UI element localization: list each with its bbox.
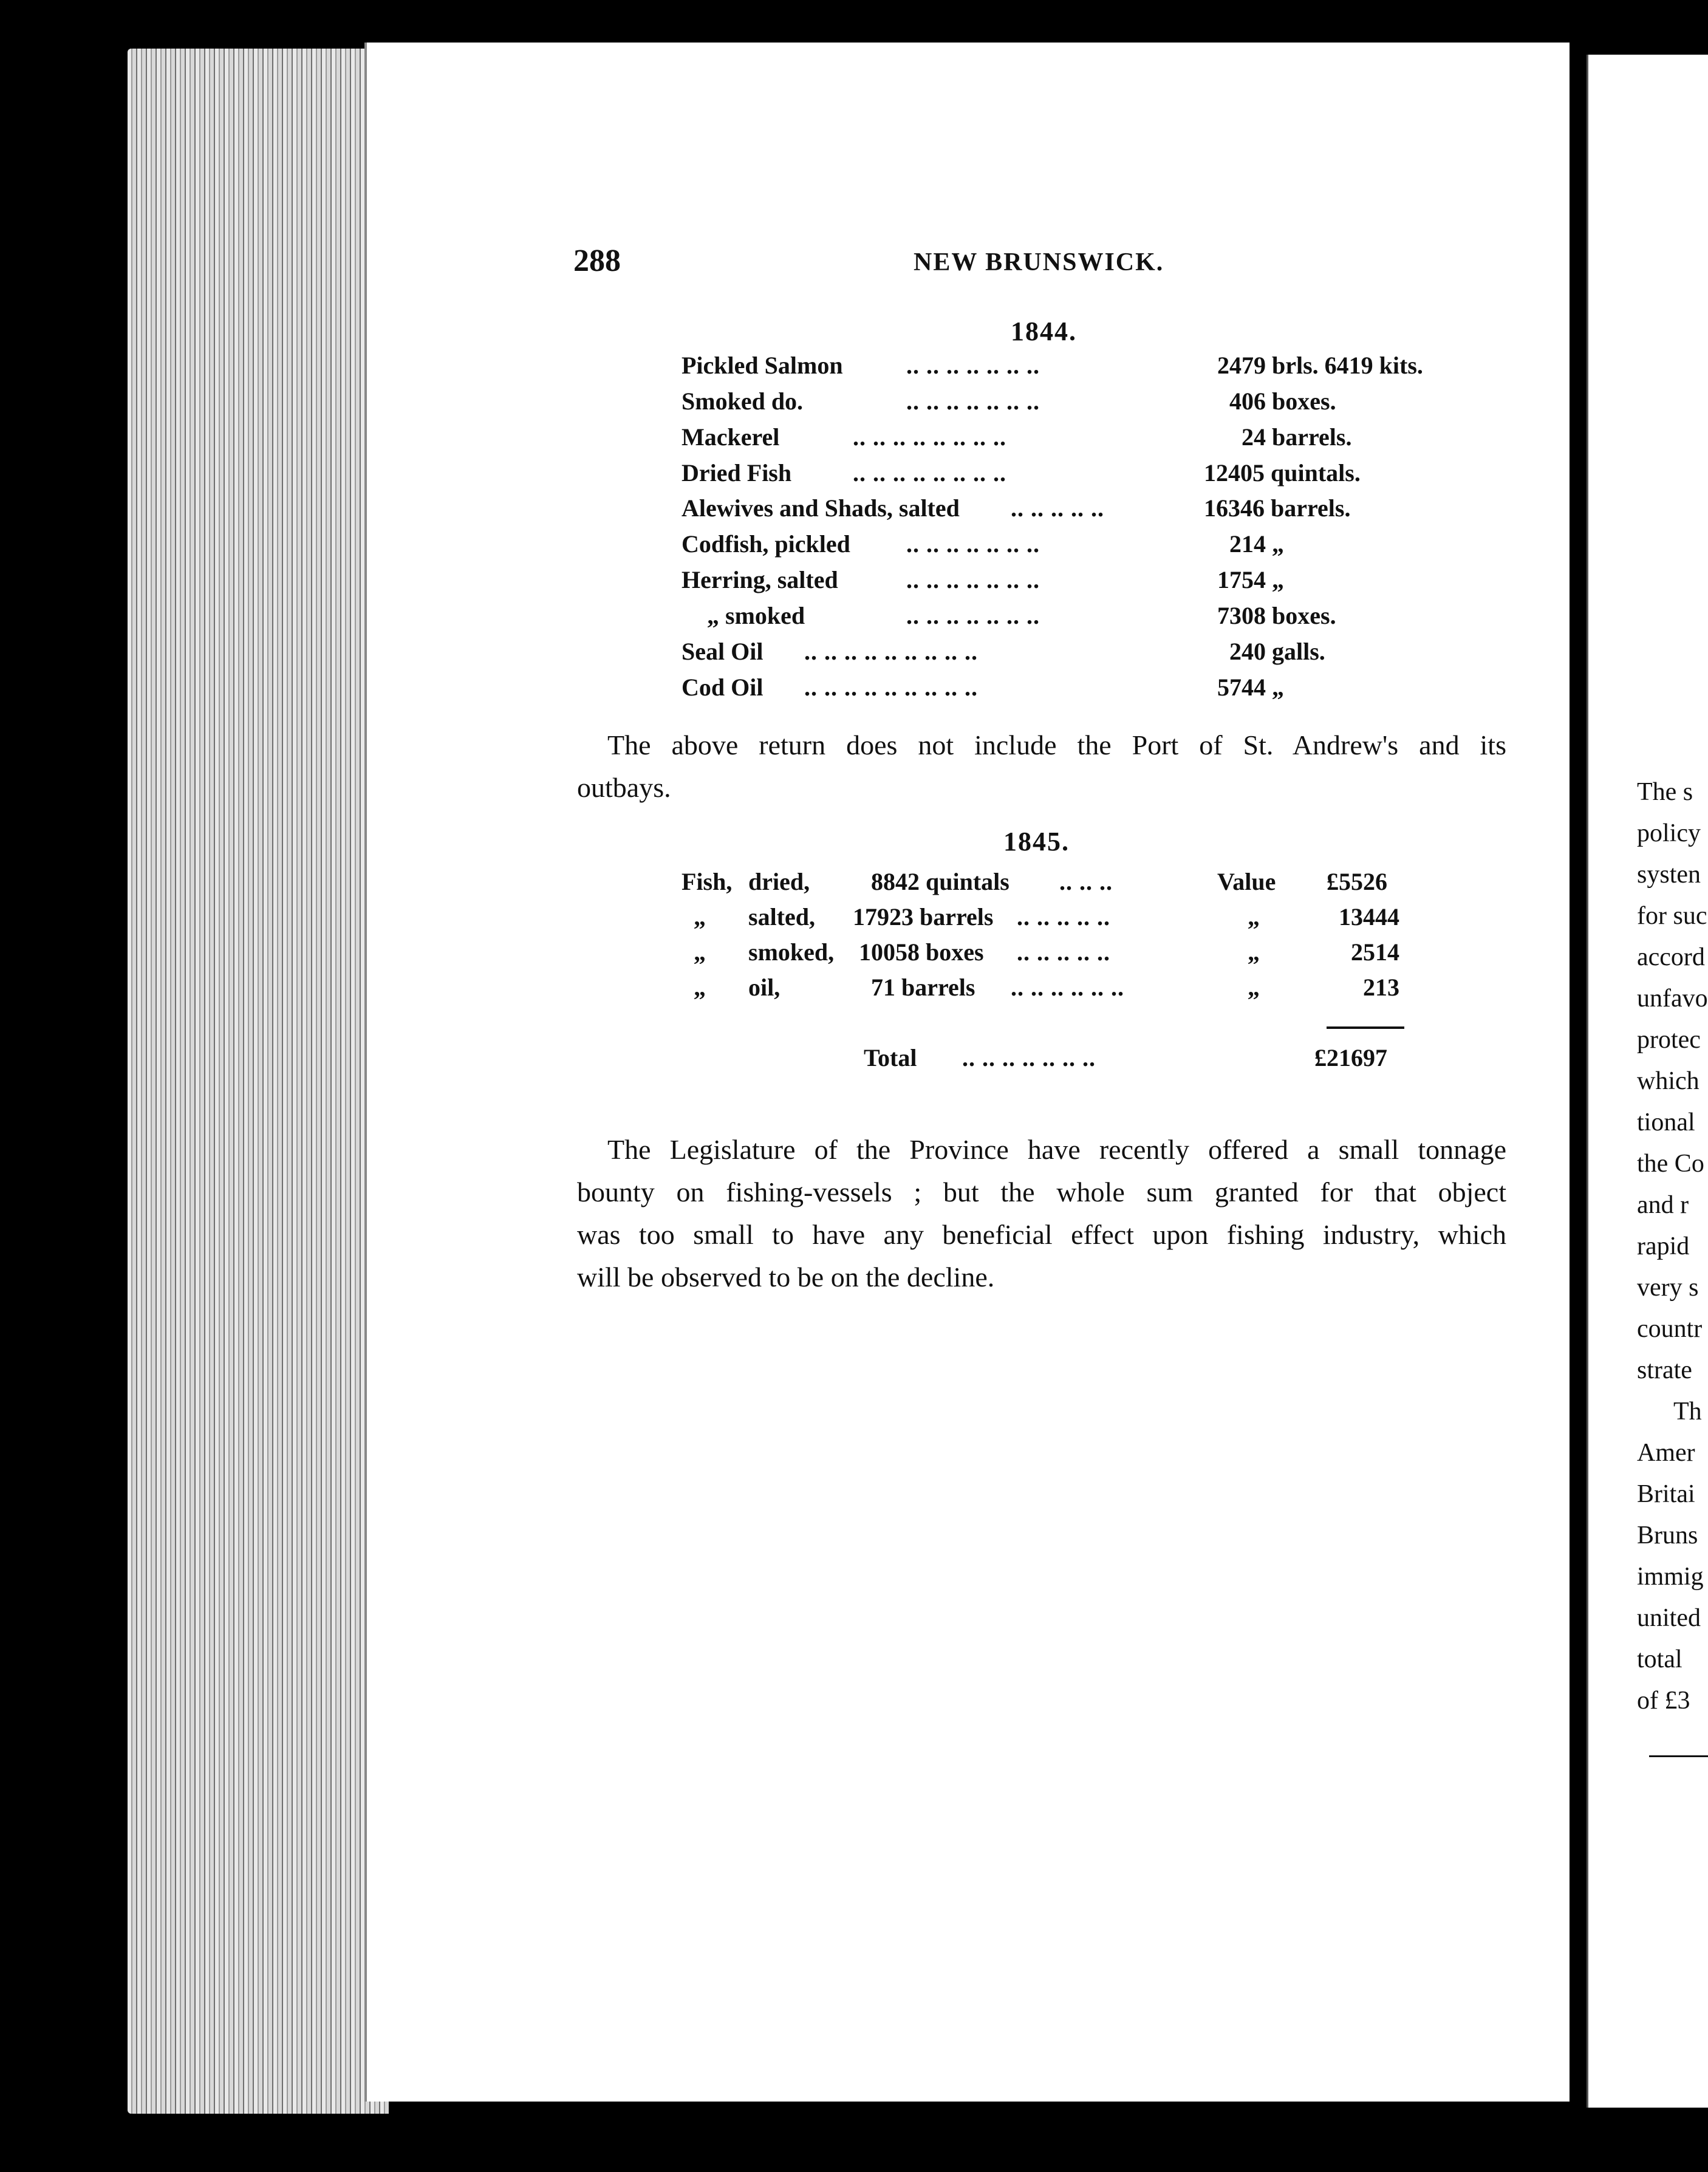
facing-text: united bbox=[1637, 1604, 1701, 1632]
row-item: Pickled Salmon bbox=[681, 352, 843, 379]
row-value: 240 galls. bbox=[1229, 638, 1325, 665]
facing-text: policy bbox=[1637, 819, 1701, 847]
row-value: 1754 „ bbox=[1217, 566, 1284, 593]
row-kind: smoked, bbox=[748, 938, 835, 966]
leader-dots: .. .. .. .. .. .. .. bbox=[906, 388, 1040, 415]
facing-text: Bruns bbox=[1637, 1521, 1698, 1549]
total-value: £21697 bbox=[1314, 1044, 1387, 1071]
leader-dots: .. .. .. bbox=[1059, 868, 1113, 895]
value-label: „ bbox=[1248, 974, 1260, 1001]
row-value: 214 „ bbox=[1229, 530, 1284, 558]
row-item: Codfish, pickled bbox=[681, 530, 850, 558]
facing-page-fragment bbox=[1587, 55, 1708, 2108]
facing-text: very s bbox=[1637, 1274, 1699, 1302]
leader-dots: .. .. .. .. .. .. bbox=[1011, 974, 1124, 1001]
facing-text: for suc bbox=[1637, 902, 1707, 930]
facing-text: immig bbox=[1637, 1563, 1704, 1591]
row-kind: salted, bbox=[748, 903, 815, 931]
row-item: Seal Oil bbox=[681, 638, 763, 665]
facing-text: Th bbox=[1673, 1398, 1702, 1426]
running-title: NEW BRUNSWICK. bbox=[914, 248, 1164, 276]
text-line: The above return does not include the Port of St. Andrew's and its bbox=[607, 729, 1506, 760]
row-value: 12405 quintals. bbox=[1204, 459, 1361, 487]
year-heading-1845: 1845. bbox=[1003, 827, 1070, 856]
row-kind: oil, bbox=[748, 974, 781, 1001]
facing-text: strate bbox=[1637, 1356, 1692, 1384]
facing-text: of £3 bbox=[1637, 1687, 1690, 1715]
total-label: Total bbox=[864, 1044, 917, 1071]
value-label: „ bbox=[1248, 938, 1260, 966]
text-line: bounty on fishing-vessels ; but the whole sum granted for that object bbox=[577, 1176, 1506, 1207]
row-value: 2514 bbox=[1351, 938, 1399, 966]
facing-text: which bbox=[1637, 1067, 1699, 1095]
row-quantity: 10058 boxes bbox=[859, 938, 984, 966]
row-value: 213 bbox=[1363, 974, 1399, 1001]
sum-rule bbox=[1327, 1026, 1404, 1029]
row-value: £5526 bbox=[1327, 868, 1387, 895]
facing-text: accord bbox=[1637, 943, 1705, 971]
year-heading-1844: 1844. bbox=[1011, 316, 1077, 346]
row-item: Herring, salted bbox=[681, 566, 838, 593]
row-prefix: „ bbox=[694, 974, 706, 1001]
leader-dots: .. .. .. .. .. .. .. bbox=[906, 530, 1040, 558]
row-prefix: „ bbox=[694, 938, 706, 966]
row-item: Dried Fish bbox=[681, 459, 792, 487]
row-value: 7308 boxes. bbox=[1217, 602, 1336, 629]
row-item: Cod Oil bbox=[681, 674, 763, 701]
facing-text: unfavo bbox=[1637, 985, 1708, 1013]
leader-dots: .. .. .. .. .. .. .. .. bbox=[853, 459, 1006, 487]
row-prefix: „ bbox=[694, 903, 706, 931]
leader-dots: .. .. .. .. .. .. .. .. .. bbox=[804, 638, 978, 665]
facing-text: systen bbox=[1637, 861, 1701, 889]
row-item: Smoked do. bbox=[681, 388, 804, 415]
facing-rule bbox=[1649, 1755, 1708, 1757]
leader-dots: .. .. .. .. .. .. .. .. bbox=[853, 423, 1006, 451]
facing-text: The s bbox=[1637, 778, 1693, 806]
row-quantity: 71 barrels bbox=[871, 974, 975, 1001]
book-page-edges bbox=[128, 49, 389, 2114]
row-item: Mackerel bbox=[681, 423, 780, 451]
page-number: 288 bbox=[573, 244, 621, 278]
text-line: outbays. bbox=[577, 772, 671, 803]
facing-text: countr bbox=[1637, 1315, 1703, 1343]
facing-text: and r bbox=[1637, 1191, 1689, 1219]
row-value: 406 boxes. bbox=[1229, 388, 1336, 415]
row-value: 16346 barrels. bbox=[1204, 494, 1351, 522]
facing-text: rapid bbox=[1637, 1232, 1690, 1260]
row-value: 5744 „ bbox=[1217, 674, 1284, 701]
row-prefix: Fish, bbox=[681, 868, 733, 895]
row-value: 24 barrels. bbox=[1242, 423, 1352, 451]
leader-dots: .. .. .. .. .. .. .. bbox=[906, 602, 1040, 629]
value-label: „ bbox=[1248, 903, 1260, 931]
facing-text: Amer bbox=[1637, 1439, 1695, 1467]
text-line: will be observed to be on the decline. bbox=[577, 1262, 995, 1293]
facing-text: total bbox=[1637, 1645, 1682, 1673]
text-line: The Legislature of the Province have recently offered a small tonnage bbox=[607, 1134, 1506, 1165]
leader-dots: .. .. .. .. .. .. .. bbox=[906, 352, 1040, 379]
book-page bbox=[364, 43, 1570, 2102]
row-quantity: 8842 quintals bbox=[871, 868, 1009, 895]
facing-text: the Co bbox=[1637, 1150, 1704, 1178]
facing-text: Britai bbox=[1637, 1480, 1695, 1508]
facing-text: tional bbox=[1637, 1108, 1695, 1136]
row-item: Alewives and Shads, salted bbox=[681, 494, 960, 522]
row-value: 2479 brls. 6419 kits. bbox=[1217, 352, 1423, 379]
row-value: 13444 bbox=[1339, 903, 1399, 931]
leader-dots: .. .. .. .. .. bbox=[1011, 494, 1104, 522]
leader-dots: .. .. .. .. .. bbox=[1017, 938, 1110, 966]
text-line: was too small to have any beneficial effect upon fishing industry, which bbox=[577, 1219, 1506, 1250]
value-label: Value bbox=[1217, 868, 1276, 895]
facing-text: protec bbox=[1637, 1026, 1701, 1054]
leader-dots: .. .. .. .. .. .. .. .. .. bbox=[804, 674, 978, 701]
row-quantity: 17923 barrels bbox=[853, 903, 994, 931]
leader-dots: .. .. .. .. .. bbox=[1017, 903, 1110, 931]
leader-dots: .. .. .. .. .. .. .. bbox=[962, 1044, 1096, 1071]
row-kind: dried, bbox=[748, 868, 810, 895]
leader-dots: .. .. .. .. .. .. .. bbox=[906, 566, 1040, 593]
row-item: „ smoked bbox=[707, 602, 805, 629]
